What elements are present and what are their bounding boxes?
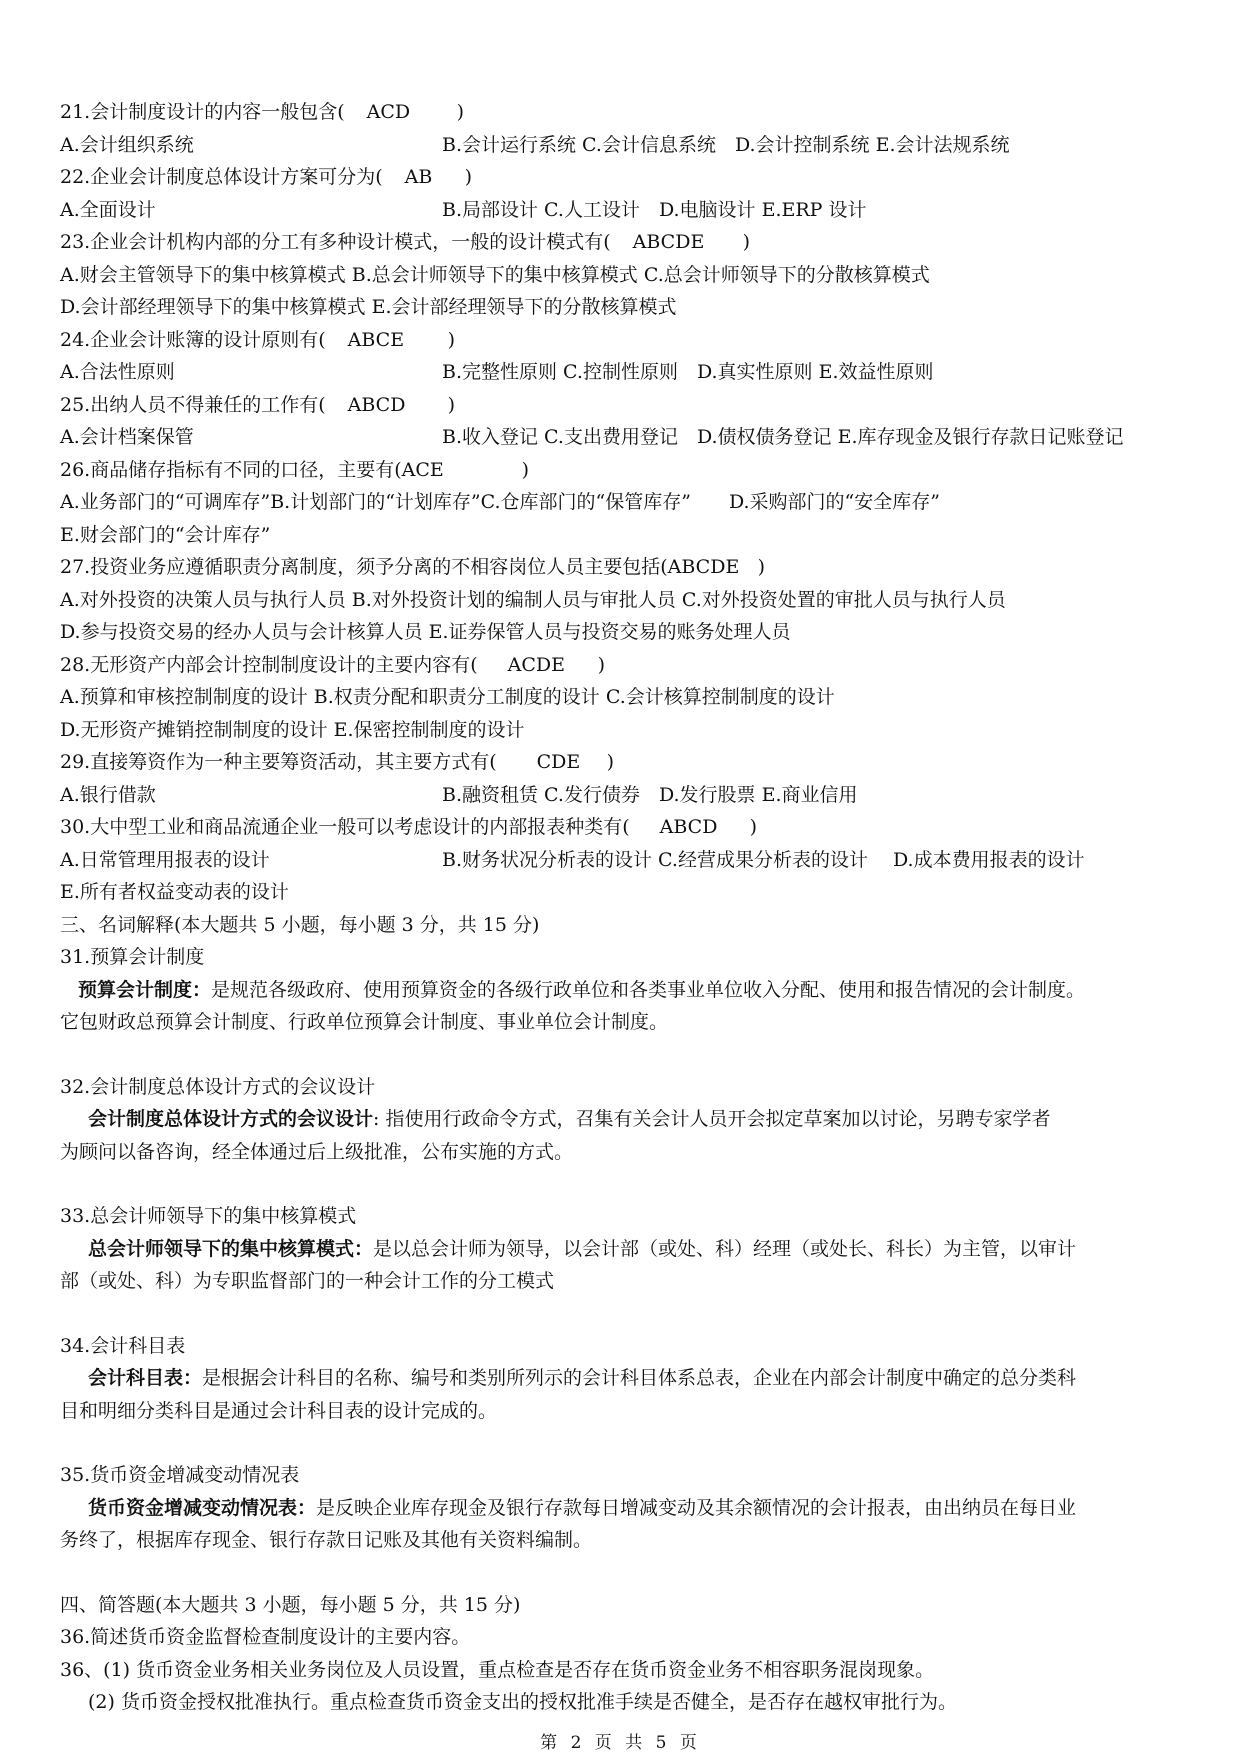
close-paren: ) bbox=[742, 231, 751, 253]
answer: ABCD bbox=[347, 393, 406, 416]
term-title-35: 35.货币资金增减变动情况表 bbox=[60, 1464, 300, 1486]
options-line-2: E.财会部门的“会计库存” bbox=[60, 523, 271, 546]
definition-32-cont: 为顾问以备咨询，经全体通过后上级批准，公布实施的方式。 bbox=[60, 1140, 574, 1163]
answer: ABCDE bbox=[632, 231, 705, 253]
options-line-2: D.会计部经理领导下的集中核算模式 E.会计部经理领导下的分散核算模式 bbox=[60, 296, 677, 318]
definition-35 bbox=[60, 1492, 1200, 1525]
options-rest: B.收入登记 C.支出费用登记 D.债权债务登记 E.库存现金及银行存款日记账登记 bbox=[442, 426, 1124, 448]
options-line-1: A.预算和审核控制制度的设计 B.权责分配和职责分工制度的设计 C.会计核算控制制度的设计 bbox=[60, 686, 835, 708]
term: 会计科目表： bbox=[88, 1367, 203, 1389]
close-paren: ) bbox=[606, 751, 615, 773]
section-heading-3: 三、名词解释(本大题共 5 小题，每小题 3 分，共 15 分) bbox=[60, 913, 540, 936]
options-line-1: A.对外投资的决策人员与执行人员 B.对外投资计划的编制人员与审批人员 C.对外投资处置的审批人员与执行人员 bbox=[60, 588, 1006, 611]
definition-34 bbox=[60, 1362, 1200, 1395]
option-a: A.合法性原则 bbox=[60, 361, 175, 383]
question-stem: 27.投资业务应遵循职责分离制度，须予分离的不相容岗位人员主要包括( bbox=[60, 556, 668, 578]
term: 总会计师领导下的集中核算模式： bbox=[88, 1237, 374, 1260]
question-stem: 29.直接筹资作为一种主要筹资活动，其主要方式有( bbox=[60, 751, 497, 773]
definition-31 bbox=[60, 974, 1200, 1007]
options-row bbox=[60, 259, 1200, 292]
document-page bbox=[60, 96, 1200, 1719]
option-a: A.银行借款 bbox=[60, 783, 156, 806]
question-stem: 28.无形资产内部会计控制制度设计的主要内容有( bbox=[60, 653, 478, 676]
definition-33-cont: 部（或处、科）为专职监督部门的一种会计工作的分工模式 bbox=[60, 1270, 555, 1292]
options-line-2: D.参与投资交易的经办人员与会计核算人员 E.证券保管人员与投资交易的账务处理人员 bbox=[60, 621, 791, 643]
answer-36-item-1: 36、(1) 货币资金业务相关业务岗位及人员设置，重点检查是否存在货币资金业务不相容职务混岗现象。 bbox=[60, 1658, 935, 1681]
section-heading-4: 四、简答题(本大题共 3 小题，每小题 5 分，共 15 分) bbox=[60, 1593, 521, 1616]
option-a: A.会计档案保管 bbox=[60, 426, 194, 448]
definition-35-cont: 务终了，根据库存现金、银行存款日记账及其他有关资料编制。 bbox=[60, 1529, 593, 1551]
answer: ACDE bbox=[507, 653, 566, 676]
question-stem: 23.企业会计机构内部的分工有多种设计模式，一般的设计模式有( bbox=[60, 231, 611, 253]
question-stem: 25.出纳人员不得兼任的工作有( bbox=[60, 393, 326, 416]
options-row bbox=[60, 681, 1200, 714]
term-title-33: 33.总会计师领导下的集中核算模式 bbox=[60, 1205, 357, 1227]
term-title-31: 31.预算会计制度 bbox=[60, 946, 205, 968]
definition-34-cont: 目和明细分类科目是通过会计科目表的设计完成的。 bbox=[60, 1399, 498, 1422]
question-24 bbox=[60, 324, 1200, 357]
options-row bbox=[60, 129, 1200, 162]
question-26 bbox=[60, 454, 1200, 487]
definition-text: 是规范各级政府、使用预算资金的各级行政单位和各类事业单位收入分配、使用和报告情况的会计制度。 bbox=[211, 978, 1086, 1001]
options-row bbox=[60, 356, 1200, 389]
close-paren: ) bbox=[597, 653, 606, 676]
question-21 bbox=[60, 96, 1200, 129]
answer: ACE bbox=[401, 458, 444, 481]
answer: ABCD bbox=[659, 816, 718, 838]
term-title-34: 34.会计科目表 bbox=[60, 1334, 186, 1357]
options-row bbox=[60, 844, 1200, 877]
options-row bbox=[60, 876, 1200, 909]
options-rest: B.会计运行系统 C.会计信息系统 D.会计控制系统 E.会计法规系统 bbox=[442, 133, 1010, 156]
definition-33 bbox=[60, 1233, 1200, 1266]
term: 货币资金增减变动情况表： bbox=[88, 1496, 317, 1519]
options-rest: B.完整性原则 C.控制性原则 D.真实性原则 E.效益性原则 bbox=[442, 361, 934, 383]
options-rest: B.局部设计 C.人工设计 D.电脑设计 E.ERP 设计 bbox=[442, 198, 867, 221]
options-row bbox=[60, 194, 1200, 227]
option-a: A.会计组织系统 bbox=[60, 133, 194, 156]
answer: ACD bbox=[366, 101, 411, 123]
question-30 bbox=[60, 811, 1200, 844]
options-row bbox=[60, 584, 1200, 617]
question-stem: 22.企业会计制度总体设计方案可分为( bbox=[60, 166, 383, 188]
question-28 bbox=[60, 649, 1200, 682]
answer: AB bbox=[404, 166, 433, 188]
options-row bbox=[60, 616, 1200, 649]
option-a: A.全面设计 bbox=[60, 198, 156, 221]
definition-text: 是根据会计科目的名称、编号和类别所列示的会计科目体系总表，企业在内部会计制度中确定的总分类科 bbox=[202, 1367, 1077, 1389]
question-22 bbox=[60, 161, 1200, 194]
options-row bbox=[60, 486, 1200, 519]
close-paren: ) bbox=[447, 393, 456, 416]
options-row bbox=[60, 291, 1200, 324]
term: 预算会计制度： bbox=[78, 978, 212, 1001]
answer: ABCE bbox=[347, 328, 405, 351]
close-paren: ) bbox=[456, 101, 465, 123]
close-paren: ) bbox=[447, 328, 456, 351]
page-footer: 第 2 页 共 5 页 bbox=[540, 1733, 701, 1753]
question-23 bbox=[60, 226, 1200, 259]
options-row bbox=[60, 779, 1200, 812]
definition-32 bbox=[60, 1103, 1200, 1136]
definition-text: : 指使用行政命令方式，召集有关会计人员开会拟定草案加以讨论，另聘专家学者 bbox=[373, 1108, 1051, 1130]
option-a: A.日常管理用报表的设计 bbox=[60, 848, 270, 871]
answer-36-item-2: (2) 货币资金授权批准执行。重点检查货币资金支出的授权批准手续是否健全，是否存在越权审批行为。 bbox=[88, 1691, 957, 1713]
definition-31-cont: 它包财政总预算会计制度、行政单位预算会计制度、事业单位会计制度。 bbox=[60, 1011, 669, 1033]
options-line-2: E.所有者权益变动表的设计 bbox=[60, 881, 289, 903]
question-36: 36.简述货币资金监督检查制度设计的主要内容。 bbox=[60, 1626, 471, 1648]
options-rest: B.融资租赁 C.发行债券 D.发行股票 E.商业信用 bbox=[442, 783, 858, 806]
options-row bbox=[60, 714, 1200, 747]
options-line-1: A.业务部门的“可调库存”B.计划部门的“计划库存”C.仓库部门的“保管库存” D.采购部门的“安全库存” bbox=[60, 491, 940, 513]
answer: CDE bbox=[536, 751, 581, 773]
question-stem: 30.大中型工业和商品流通企业一般可以考虑设计的内部报表种类有( bbox=[60, 816, 630, 838]
options-line-2: D.无形资产摊销控制制度的设计 E.保密控制制度的设计 bbox=[60, 718, 525, 741]
answer: ABCDE bbox=[667, 556, 740, 578]
term-title-32: 32.会计制度总体设计方式的会议设计 bbox=[60, 1075, 376, 1098]
definition-text: 是以总会计师为领导，以会计部（或处、科）经理（或处长、科长）为主管，以审计 bbox=[373, 1237, 1077, 1260]
question-25 bbox=[60, 389, 1200, 422]
close-paren: ) bbox=[521, 458, 530, 481]
question-27 bbox=[60, 551, 1200, 584]
close-paren: ) bbox=[749, 816, 758, 838]
options-row bbox=[60, 519, 1200, 552]
term: 会计制度总体设计方式的会议设计 bbox=[88, 1108, 374, 1130]
question-stem: 24.企业会计账簿的设计原则有( bbox=[60, 328, 326, 351]
definition-text: 是反映企业库存现金及银行存款每日增减变动及其余额情况的会计报表，由出纳员在每日业 bbox=[316, 1496, 1077, 1519]
close-paren: ) bbox=[464, 166, 473, 188]
question-29 bbox=[60, 746, 1200, 779]
options-row bbox=[60, 421, 1200, 454]
options-line-1: A.财会主管领导下的集中核算模式 B.总会计师领导下的集中核算模式 C.总会计师领导下的分散核算模式 bbox=[60, 263, 930, 286]
question-stem: 21.会计制度设计的内容一般包含( bbox=[60, 101, 345, 123]
options-rest: B.财务状况分析表的设计 C.经营成果分析表的设计 D.成本费用报表的设计 bbox=[442, 848, 1085, 871]
close-paren: ) bbox=[757, 556, 766, 578]
question-stem: 26.商品储存指标有不同的口径，主要有( bbox=[60, 458, 402, 481]
